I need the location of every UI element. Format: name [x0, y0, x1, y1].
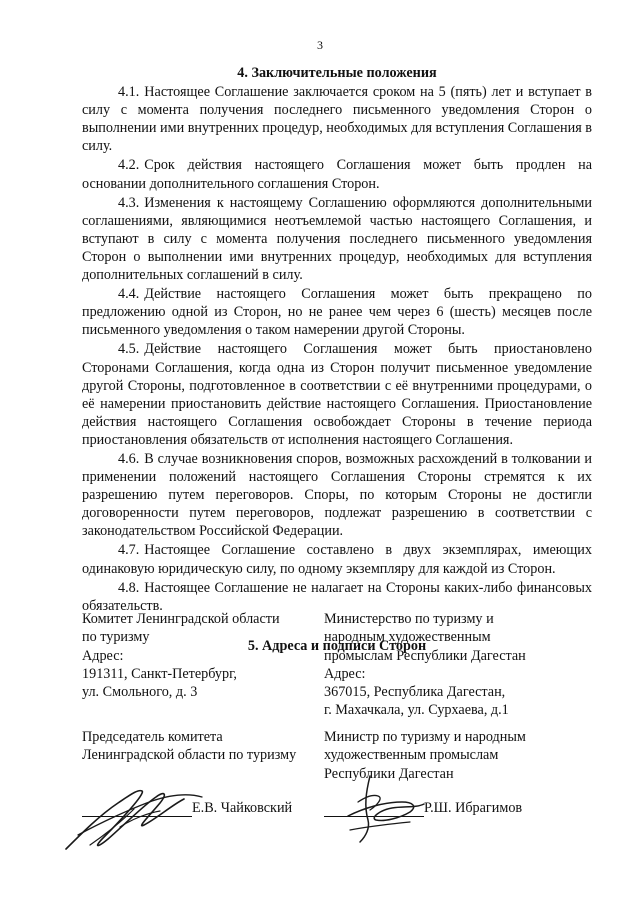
paragraph-text: Настоящее Соглашение не налагает на Стороны каких-либо финансовых обязательств.: [82, 579, 592, 614]
right-party-details: [324, 610, 602, 720]
paragraph-text: В случае возникновения споров, возможных расхождений в толковании и применении положений настоящего Соглашения Стороны стремятся к их разрешению путем переговоров. Споры, по которым Стороны не достигли договоренности путем переговоров, подлежат разрешению в соответствии с законодательством Российской Федерации.: [82, 450, 592, 540]
page-number: 3: [317, 38, 323, 52]
paragraph-text: Изменения к настоящему Соглашению оформляются дополнительными соглашениями, являющимися неотъемлемой частью настоящего Соглашения, и вступают в силу с момента получения последнего письменного уведомления Сторон о выполнении ими внутренних процедур, необходимых для вступления дополнительных соглашений в силу.: [82, 194, 592, 284]
right-party-position-line-2: художественным промыслам: [324, 747, 499, 764]
left-party-name-line-1: Комитет Ленинградской области: [82, 611, 280, 627]
right-party-address-line-2: г. Махачкала, ул. Сурхаева, д.1: [324, 702, 509, 719]
paragraph-number: 4.7.: [118, 542, 140, 559]
left-party-position-line-2: Ленинградской области по туризму: [82, 747, 297, 764]
paragraph-4-5: [82, 340, 592, 449]
left-party-address-label: Адрес:: [82, 647, 124, 664]
right-party-position-line-3: Республики Дагестан: [324, 765, 454, 782]
right-party-address-label: Адрес:: [324, 665, 366, 682]
paragraph-4-2: [82, 156, 592, 192]
right-party-address-line-1: 367015, Республика Дагестан,: [324, 684, 506, 701]
right-signature-line: [324, 798, 424, 817]
paragraph-number: 4.6.: [118, 450, 140, 467]
left-signatory-name: Е.В. Чайковский: [192, 800, 293, 816]
left-signature-line: [82, 798, 192, 817]
left-party-address-line-1: 191311, Санкт-Петербург,: [82, 665, 237, 682]
right-party-position-line-1: Министр по туризму и народным: [324, 729, 526, 745]
paragraph-4-3: [82, 194, 592, 284]
paragraph-text: Действие настоящего Соглашения может быть приостановлено Сторонами Соглашения, когда одна из Сторон получит письменное уведомление другой Стороны, подготовленное в соответствии с её внутренними процедурами, о её намерении приостановить действие настоящего Соглашения. Приостановление действия настоящего Соглашения освобождает Стороны в течение периода приостановления обязательств от исполнения настоящего Соглашения.: [82, 341, 592, 448]
paragraph-text: Срок действия настоящего Соглашения может быть продлен на основании дополнительного соглашения Сторон.: [82, 157, 592, 192]
paragraph-number: 4.8.: [118, 579, 140, 596]
paragraph-number: 4.5.: [118, 341, 140, 358]
left-party-name-line-2: по туризму: [82, 629, 150, 646]
paragraph-text: Настоящее Соглашение составлено в двух экземплярах, имеющих одинаковую юридическую силу, по одному экземпляру для каждой из Сторон.: [82, 542, 592, 577]
paragraph-4-6: [82, 450, 592, 540]
paragraph-4-4: [82, 285, 592, 339]
document-body: [82, 64, 592, 656]
paragraph-text: Настоящее Соглашение заключается сроком на 5 (пять) лет и вступает в силу с момента получения последнего письменного уведомления Сторон о выполнении ими внутренних процедур, необходимых для вступления Соглашения в силу.: [82, 84, 592, 155]
paragraph-number: 4.4.: [118, 286, 140, 303]
paragraph-number: 4.3.: [118, 194, 140, 211]
left-party-position-line-1: Председатель комитета: [82, 729, 223, 745]
section-5-heading: 5. Адреса и подписи Сторон: [247, 637, 427, 654]
right-signatory-name: Р.Ш. Ибрагимов: [424, 800, 523, 816]
paragraph-number: 4.2.: [118, 157, 140, 174]
left-party-details: [82, 610, 307, 701]
left-party-signatory-block: [82, 728, 317, 765]
right-party-name-line-2: народным художественным: [324, 629, 491, 646]
left-signature-row: [82, 798, 292, 817]
right-party-name-line-3: промыслам Республики Дагестан: [324, 647, 526, 664]
left-party-address-line-2: ул. Смольного, д. 3: [82, 684, 198, 701]
paragraph-4-1: [82, 83, 592, 155]
right-party-name-line-1: Министерство по туризму и: [324, 611, 494, 627]
paragraph-number: 4.1.: [118, 84, 140, 101]
section-4-heading: 4. Заключительные положения: [237, 65, 437, 81]
right-signature-row: [324, 798, 522, 817]
right-party-signatory-block: [324, 728, 602, 783]
paragraph-4-7: [82, 541, 592, 577]
paragraph-text: Действие настоящего Соглашения может быть прекращено по предложению одной из Сторон, но не ранее чем через 6 (шесть) месяцев после письменного уведомления о таком намерении другой Стороны.: [82, 286, 592, 339]
